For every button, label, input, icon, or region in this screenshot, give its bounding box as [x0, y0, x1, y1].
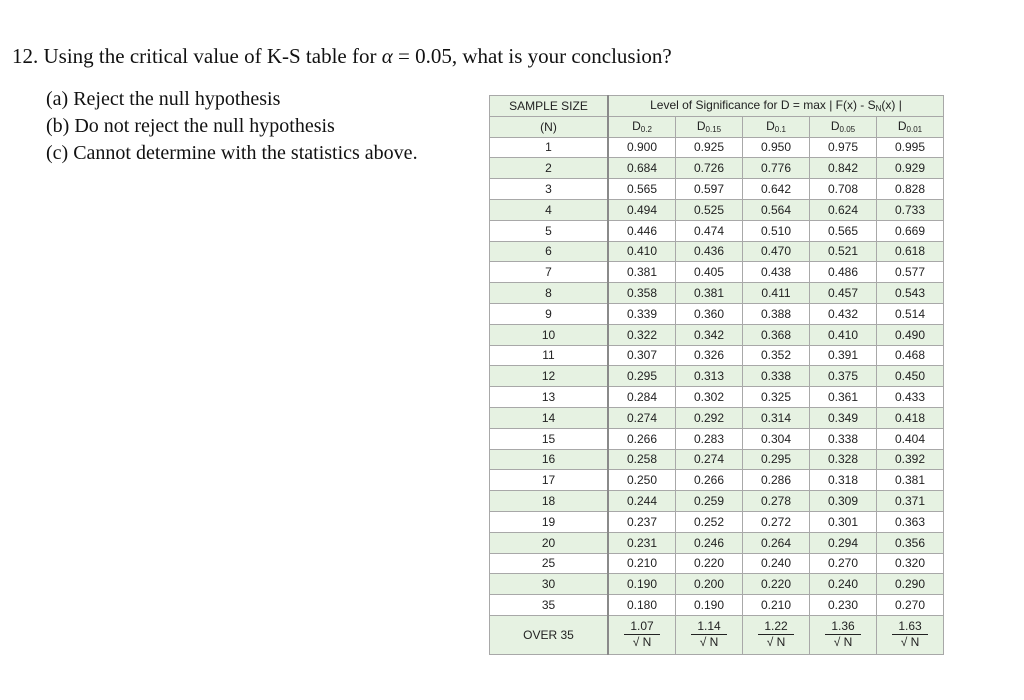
table-row — [490, 220, 944, 241]
sample-size-cell: 30 — [490, 574, 609, 595]
sample-size-cell: 14 — [490, 407, 609, 428]
critical-value-cell: 0.309 — [810, 491, 877, 512]
table-row — [490, 387, 944, 408]
sample-size-header: SAMPLE SIZE — [490, 96, 609, 117]
critical-value-cell: 0.684 — [608, 158, 676, 179]
sample-size-cell: 4 — [490, 199, 609, 220]
critical-value-cell: 0.259 — [676, 491, 743, 512]
critical-value-cell: 0.521 — [810, 241, 877, 262]
critical-value-cell: 0.371 — [877, 491, 944, 512]
critical-value-cell: 0.301 — [810, 511, 877, 532]
table-row — [490, 158, 944, 179]
critical-value-cell: 0.320 — [877, 553, 944, 574]
critical-value-cell: 0.733 — [877, 199, 944, 220]
critical-value-cell: 0.272 — [743, 511, 810, 532]
critical-value-cell: 0.438 — [743, 262, 810, 283]
question-text — [12, 44, 672, 69]
critical-value-cell: 0.313 — [676, 366, 743, 387]
table-row — [490, 303, 944, 324]
critical-value-cell: 0.356 — [877, 532, 944, 553]
critical-value-cell: 0.446 — [608, 220, 676, 241]
sample-size-cell: 2 — [490, 158, 609, 179]
critical-value-cell: 0.411 — [743, 283, 810, 304]
fraction-numerator: 1.22 — [758, 619, 793, 635]
fraction-denominator: √ N — [833, 635, 853, 650]
critical-value-cell: 0.307 — [608, 345, 676, 366]
table-row — [490, 262, 944, 283]
critical-value-cell: 0.240 — [810, 574, 877, 595]
critical-value-cell: 0.240 — [743, 553, 810, 574]
critical-value-cell: 0.624 — [810, 199, 877, 220]
critical-value-cell: 0.302 — [676, 387, 743, 408]
critical-value-cell: 0.410 — [810, 324, 877, 345]
critical-value-cell: 0.210 — [608, 553, 676, 574]
critical-value-cell: 0.828 — [877, 179, 944, 200]
alpha-symbol: α — [381, 44, 393, 68]
critical-value-cell: 0.292 — [676, 407, 743, 428]
critical-value-cell: 0.294 — [810, 532, 877, 553]
critical-value-cell: 0.361 — [810, 387, 877, 408]
sample-size-cell: 7 — [490, 262, 609, 283]
sample-size-cell: 25 — [490, 553, 609, 574]
critical-value-cell: 0.338 — [810, 428, 877, 449]
level-col-header: D0.15 — [676, 116, 743, 137]
critical-value-cell: 0.325 — [743, 387, 810, 408]
critical-value-cell: 0.642 — [743, 179, 810, 200]
sample-size-cell: 8 — [490, 283, 609, 304]
critical-value-cell: 0.314 — [743, 407, 810, 428]
critical-value-cell: 0.266 — [608, 428, 676, 449]
critical-value-cell: 0.246 — [676, 532, 743, 553]
over-35-formula-cell — [676, 615, 743, 654]
critical-value-cell: 0.776 — [743, 158, 810, 179]
critical-value-cell: 0.339 — [608, 303, 676, 324]
critical-value-cell: 0.543 — [877, 283, 944, 304]
fraction-denominator: √ N — [766, 635, 786, 650]
table-row — [490, 449, 944, 470]
sample-size-cell: 10 — [490, 324, 609, 345]
critical-value-cell: 0.392 — [877, 449, 944, 470]
sample-size-cell: 35 — [490, 595, 609, 616]
critical-value-cell: 0.220 — [743, 574, 810, 595]
table-row — [490, 241, 944, 262]
critical-value-cell: 0.391 — [810, 345, 877, 366]
critical-value-cell: 0.900 — [608, 137, 676, 158]
critical-value-cell: 0.322 — [608, 324, 676, 345]
sample-size-cell: 9 — [490, 303, 609, 324]
critical-value-cell: 0.432 — [810, 303, 877, 324]
critical-value-cell: 0.525 — [676, 199, 743, 220]
table-row — [490, 407, 944, 428]
table-row — [490, 283, 944, 304]
table-row — [490, 574, 944, 595]
over-35-formula-cell — [608, 615, 676, 654]
fraction-denominator: √ N — [900, 635, 920, 650]
critical-value-cell: 0.457 — [810, 283, 877, 304]
sample-size-cell: 3 — [490, 179, 609, 200]
critical-value-cell: 0.363 — [877, 511, 944, 532]
critical-value-cell: 0.388 — [743, 303, 810, 324]
critical-value-cell: 0.270 — [810, 553, 877, 574]
fraction-denominator: √ N — [632, 635, 652, 650]
level-col-header: D0.1 — [743, 116, 810, 137]
critical-value-cell: 0.278 — [743, 491, 810, 512]
critical-value-cell: 0.381 — [608, 262, 676, 283]
fraction — [691, 619, 726, 650]
critical-value-cell: 0.237 — [608, 511, 676, 532]
critical-value-cell: 0.230 — [810, 595, 877, 616]
question-prefix: 12. Using the critical value of K-S table for — [12, 44, 382, 68]
critical-value-cell: 0.708 — [810, 179, 877, 200]
level-header-text: Level of Significance for D = max | F(x) - S — [650, 98, 876, 113]
n-header: (N) — [490, 116, 609, 137]
level-header-sub: N — [875, 104, 882, 114]
critical-value-cell: 0.220 — [676, 553, 743, 574]
critical-value-cell: 0.318 — [810, 470, 877, 491]
table-row — [490, 345, 944, 366]
critical-value-cell: 0.352 — [743, 345, 810, 366]
critical-value-cell: 0.274 — [676, 449, 743, 470]
critical-value-cell: 0.200 — [676, 574, 743, 595]
critical-value-cell: 0.436 — [676, 241, 743, 262]
critical-value-cell: 0.565 — [810, 220, 877, 241]
table-row — [490, 179, 944, 200]
sample-size-cell: 16 — [490, 449, 609, 470]
critical-value-cell: 0.210 — [743, 595, 810, 616]
table-row — [490, 366, 944, 387]
fraction-denominator: √ N — [699, 635, 719, 650]
sample-size-cell: 17 — [490, 470, 609, 491]
fraction-numerator: 1.07 — [624, 619, 659, 635]
critical-value-cell: 0.349 — [810, 407, 877, 428]
over-35-formula-cell — [877, 615, 944, 654]
critical-value-cell: 0.250 — [608, 470, 676, 491]
table-row-over-35 — [490, 615, 944, 654]
table-row — [490, 553, 944, 574]
critical-value-cell: 0.726 — [676, 158, 743, 179]
critical-value-cell: 0.929 — [877, 158, 944, 179]
critical-value-cell: 0.381 — [877, 470, 944, 491]
critical-value-cell: 0.925 — [676, 137, 743, 158]
option-a[interactable]: (a) Reject the null hypothesis — [46, 88, 281, 110]
option-b[interactable]: (b) Do not reject the null hypothesis — [46, 115, 335, 137]
table-row — [490, 199, 944, 220]
level-header — [608, 96, 944, 117]
critical-value-cell: 0.975 — [810, 137, 877, 158]
sample-size-cell: 12 — [490, 366, 609, 387]
sample-size-cell: 1 — [490, 137, 609, 158]
critical-value-cell: 0.274 — [608, 407, 676, 428]
ks-critical-value-table — [489, 95, 944, 655]
critical-value-cell: 0.295 — [743, 449, 810, 470]
answer-options — [46, 86, 418, 167]
critical-value-cell: 0.514 — [877, 303, 944, 324]
critical-value-cell: 0.474 — [676, 220, 743, 241]
critical-value-cell: 0.270 — [877, 595, 944, 616]
table-row — [490, 137, 944, 158]
critical-value-cell: 0.284 — [608, 387, 676, 408]
critical-value-cell: 0.368 — [743, 324, 810, 345]
critical-value-cell: 0.264 — [743, 532, 810, 553]
critical-value-cell: 0.190 — [676, 595, 743, 616]
table-row — [490, 595, 944, 616]
sample-size-cell: 11 — [490, 345, 609, 366]
critical-value-cell: 0.328 — [810, 449, 877, 470]
sample-size-cell: 13 — [490, 387, 609, 408]
critical-value-cell: 0.180 — [608, 595, 676, 616]
option-c[interactable]: (c) Cannot determine with the statistics above. — [46, 142, 418, 164]
critical-value-cell: 0.494 — [608, 199, 676, 220]
critical-value-cell: 0.244 — [608, 491, 676, 512]
critical-value-cell: 0.950 — [743, 137, 810, 158]
critical-value-cell: 0.842 — [810, 158, 877, 179]
critical-value-cell: 0.486 — [810, 262, 877, 283]
fraction-numerator: 1.63 — [892, 619, 927, 635]
critical-value-cell: 0.266 — [676, 470, 743, 491]
critical-value-cell: 0.995 — [877, 137, 944, 158]
fraction — [892, 619, 927, 650]
table-row — [490, 532, 944, 553]
critical-value-cell: 0.231 — [608, 532, 676, 553]
critical-value-cell: 0.404 — [877, 428, 944, 449]
critical-value-cell: 0.381 — [676, 283, 743, 304]
level-col-header: D0.01 — [877, 116, 944, 137]
fraction — [825, 619, 860, 650]
table-body — [490, 137, 944, 654]
sample-size-cell: 6 — [490, 241, 609, 262]
fraction — [624, 619, 659, 650]
critical-value-cell: 0.286 — [743, 470, 810, 491]
critical-value-cell: 0.450 — [877, 366, 944, 387]
critical-value-cell: 0.669 — [877, 220, 944, 241]
sample-size-cell: 18 — [490, 491, 609, 512]
critical-value-cell: 0.342 — [676, 324, 743, 345]
critical-value-cell: 0.304 — [743, 428, 810, 449]
level-header-tail: (x) | — [881, 98, 902, 113]
sample-size-cell: 20 — [490, 532, 609, 553]
critical-value-cell: 0.490 — [877, 324, 944, 345]
critical-value-cell: 0.283 — [676, 428, 743, 449]
level-col-header: D0.2 — [608, 116, 676, 137]
table-row — [490, 511, 944, 532]
critical-value-cell: 0.577 — [877, 262, 944, 283]
critical-value-cell: 0.190 — [608, 574, 676, 595]
critical-value-cell: 0.338 — [743, 366, 810, 387]
critical-value-cell: 0.597 — [676, 179, 743, 200]
critical-value-cell: 0.252 — [676, 511, 743, 532]
critical-value-cell: 0.410 — [608, 241, 676, 262]
over-35-formula-cell — [743, 615, 810, 654]
critical-value-cell: 0.468 — [877, 345, 944, 366]
critical-value-cell: 0.295 — [608, 366, 676, 387]
sample-size-cell: 15 — [490, 428, 609, 449]
critical-value-cell: 0.258 — [608, 449, 676, 470]
critical-value-cell: 0.564 — [743, 199, 810, 220]
table-row — [490, 324, 944, 345]
critical-value-cell: 0.326 — [676, 345, 743, 366]
critical-value-cell: 0.470 — [743, 241, 810, 262]
question-suffix: = 0.05, what is your conclusion? — [392, 44, 672, 68]
over-35-formula-cell — [810, 615, 877, 654]
critical-value-cell: 0.565 — [608, 179, 676, 200]
fraction-numerator: 1.36 — [825, 619, 860, 635]
critical-value-cell: 0.510 — [743, 220, 810, 241]
table-row — [490, 428, 944, 449]
table-row — [490, 491, 944, 512]
critical-value-cell: 0.290 — [877, 574, 944, 595]
over-35-label: OVER 35 — [490, 615, 609, 654]
table-row — [490, 470, 944, 491]
sample-size-cell: 5 — [490, 220, 609, 241]
critical-value-cell: 0.618 — [877, 241, 944, 262]
critical-value-cell: 0.433 — [877, 387, 944, 408]
critical-value-cell: 0.418 — [877, 407, 944, 428]
critical-value-cell: 0.405 — [676, 262, 743, 283]
critical-value-cell: 0.360 — [676, 303, 743, 324]
level-col-header: D0.05 — [810, 116, 877, 137]
fraction — [758, 619, 793, 650]
critical-value-cell: 0.358 — [608, 283, 676, 304]
sample-size-cell: 19 — [490, 511, 609, 532]
fraction-numerator: 1.14 — [691, 619, 726, 635]
critical-value-cell: 0.375 — [810, 366, 877, 387]
